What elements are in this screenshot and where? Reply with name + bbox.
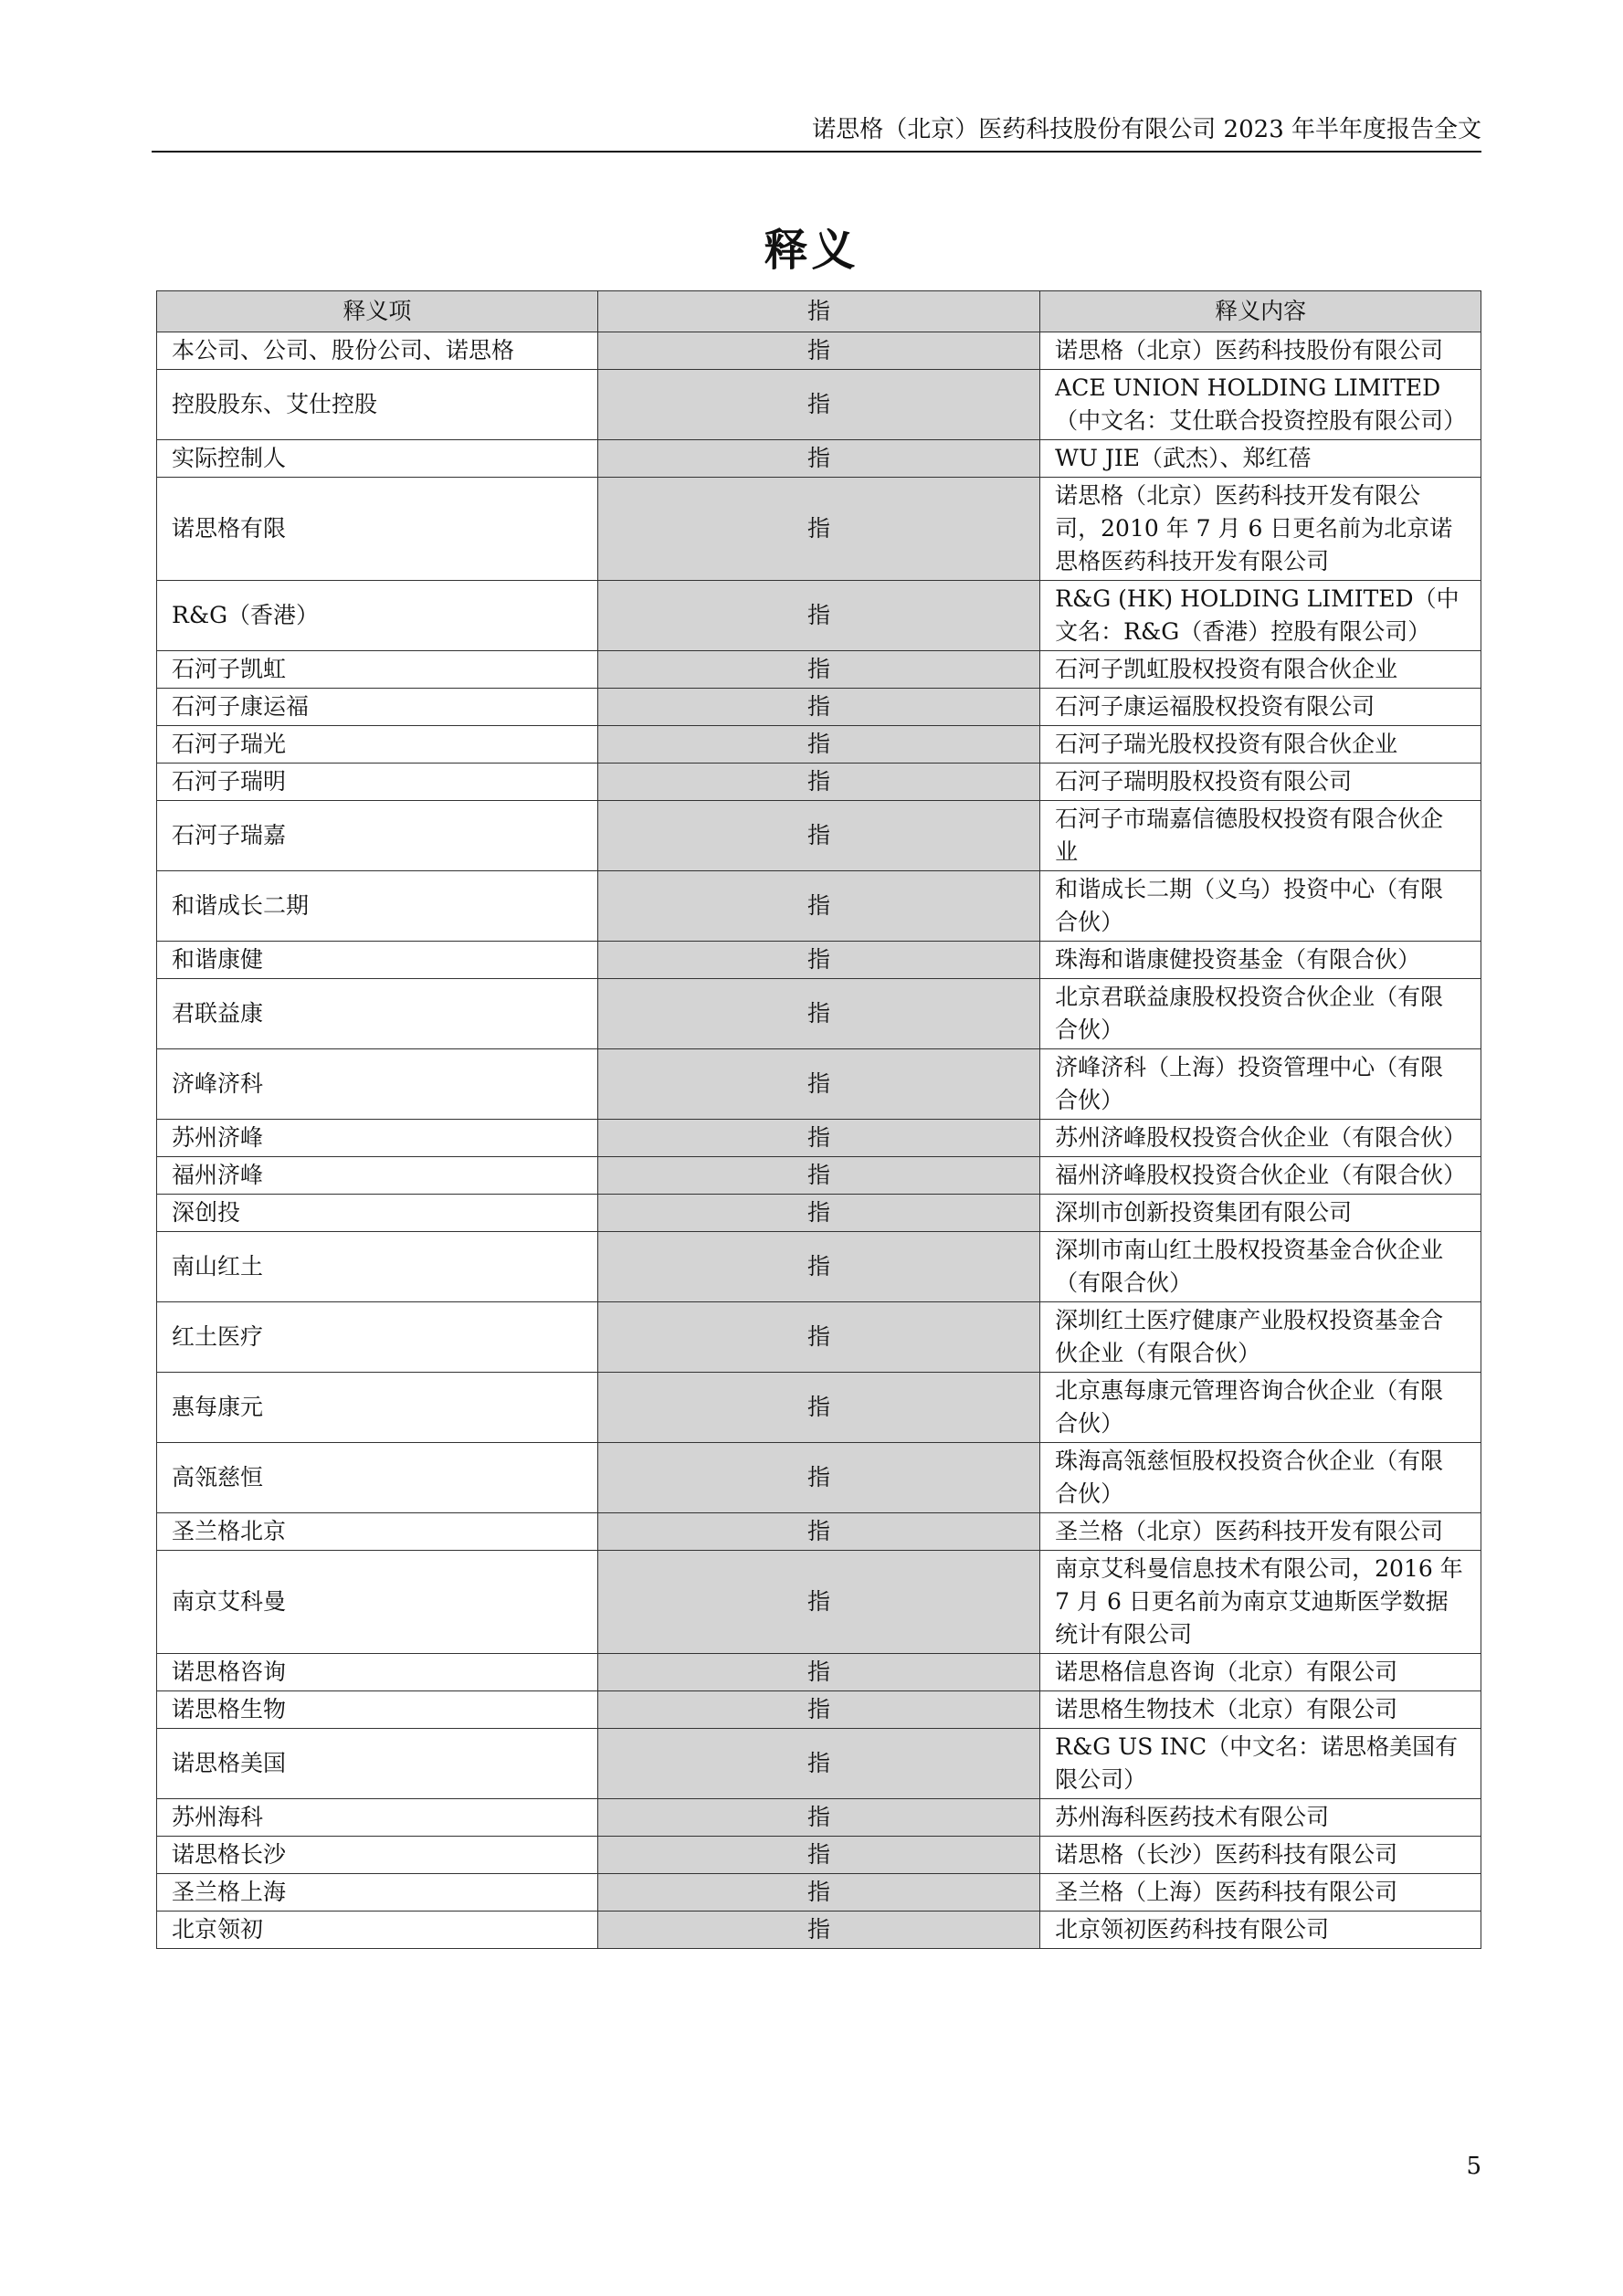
table-row <box>157 1837 1481 1874</box>
definition-ref: 指 <box>597 1302 1039 1373</box>
definition-ref: 指 <box>597 1912 1039 1949</box>
header-divider <box>152 151 1481 153</box>
definition-term: 圣兰格北京 <box>157 1513 598 1551</box>
table-row <box>157 1302 1481 1373</box>
definition-content: 珠海和谐康健投资基金（有限合伙） <box>1040 942 1481 979</box>
table-row <box>157 764 1481 801</box>
definition-content: R&G (HK) HOLDING LIMITED（中文名：R&G（香港）控股有限公司） <box>1040 581 1481 651</box>
definition-content: 石河子凯虹股权投资有限合伙企业 <box>1040 651 1481 689</box>
definition-content: 诺思格信息咨询（北京）有限公司 <box>1040 1654 1481 1691</box>
definition-ref: 指 <box>597 440 1039 478</box>
definition-term: 和谐成长二期 <box>157 871 598 942</box>
definition-ref: 指 <box>597 1232 1039 1302</box>
definition-content: 苏州济峰股权投资合伙企业（有限合伙） <box>1040 1120 1481 1157</box>
definition-content: 诺思格（长沙）医药科技有限公司 <box>1040 1837 1481 1874</box>
definition-ref: 指 <box>597 764 1039 801</box>
definition-term: 高瓴慈恒 <box>157 1443 598 1513</box>
page-title: 释义 <box>764 225 859 276</box>
table-row <box>157 726 1481 764</box>
table-row <box>157 651 1481 689</box>
definition-ref: 指 <box>597 1049 1039 1120</box>
definition-term: 南京艾科曼 <box>157 1551 598 1654</box>
definition-ref: 指 <box>597 801 1039 871</box>
table-row <box>157 370 1481 440</box>
definition-term: R&G（香港） <box>157 581 598 651</box>
table-row <box>157 1443 1481 1513</box>
definition-ref: 指 <box>597 689 1039 726</box>
definition-ref: 指 <box>597 1443 1039 1513</box>
table-row <box>157 801 1481 871</box>
definition-content: WU JIE（武杰）、郑红蓓 <box>1040 440 1481 478</box>
definition-ref: 指 <box>597 1837 1039 1874</box>
definition-ref: 指 <box>597 1799 1039 1837</box>
table-row <box>157 1157 1481 1195</box>
definition-ref: 指 <box>597 478 1039 581</box>
definition-ref: 指 <box>597 1691 1039 1729</box>
definition-content: 北京君联益康股权投资合伙企业（有限合伙） <box>1040 979 1481 1049</box>
table-row <box>157 1049 1481 1120</box>
table-row <box>157 1513 1481 1551</box>
definition-term: 诺思格美国 <box>157 1729 598 1799</box>
definitions-table <box>156 290 1481 1949</box>
table-row <box>157 1373 1481 1443</box>
table-row <box>157 979 1481 1049</box>
definition-ref: 指 <box>597 871 1039 942</box>
definition-term: 诺思格生物 <box>157 1691 598 1729</box>
definition-term: 诺思格咨询 <box>157 1654 598 1691</box>
definition-content: 济峰济科（上海）投资管理中心（有限合伙） <box>1040 1049 1481 1120</box>
table-header-row <box>157 291 1481 332</box>
definition-term: 深创投 <box>157 1195 598 1232</box>
definition-content: R&G US INC（中文名：诺思格美国有限公司） <box>1040 1729 1481 1799</box>
page-number: 5 <box>1466 2153 1481 2180</box>
table-row <box>157 1654 1481 1691</box>
definition-term: 石河子瑞光 <box>157 726 598 764</box>
definition-ref: 指 <box>597 1195 1039 1232</box>
definition-term: 南山红土 <box>157 1232 598 1302</box>
definition-term: 福州济峰 <box>157 1157 598 1195</box>
definition-content: 石河子康运福股权投资有限公司 <box>1040 689 1481 726</box>
table-row <box>157 1551 1481 1654</box>
definition-term: 诺思格有限 <box>157 478 598 581</box>
table-row <box>157 440 1481 478</box>
definition-ref: 指 <box>597 1513 1039 1551</box>
definition-term: 石河子瑞嘉 <box>157 801 598 871</box>
definition-ref: 指 <box>597 332 1039 370</box>
table-row <box>157 1912 1481 1949</box>
definition-ref: 指 <box>597 581 1039 651</box>
definition-content: 福州济峰股权投资合伙企业（有限合伙） <box>1040 1157 1481 1195</box>
definition-content: 深圳市南山红土股权投资基金合伙企业（有限合伙） <box>1040 1232 1481 1302</box>
definition-term: 济峰济科 <box>157 1049 598 1120</box>
definition-term: 和谐康健 <box>157 942 598 979</box>
definition-content: 南京艾科曼信息技术有限公司，2016 年 7 月 6 日更名前为南京艾迪斯医学数据统计有限公司 <box>1040 1551 1481 1654</box>
table-row <box>157 871 1481 942</box>
table-row <box>157 1874 1481 1912</box>
definition-ref: 指 <box>597 1729 1039 1799</box>
definition-content: 圣兰格（上海）医药科技有限公司 <box>1040 1874 1481 1912</box>
definition-term: 君联益康 <box>157 979 598 1049</box>
definition-term: 石河子瑞明 <box>157 764 598 801</box>
column-header-content: 释义内容 <box>1040 291 1481 332</box>
definition-content: 石河子市瑞嘉信德股权投资有限合伙企业 <box>1040 801 1481 871</box>
table-row <box>157 689 1481 726</box>
running-header: 诺思格（北京）医药科技股份有限公司 2023 年半年度报告全文 <box>812 116 1481 143</box>
definition-ref: 指 <box>597 726 1039 764</box>
definition-term: 圣兰格上海 <box>157 1874 598 1912</box>
table-row <box>157 1691 1481 1729</box>
definition-content: 深圳红土医疗健康产业股权投资基金合伙企业（有限合伙） <box>1040 1302 1481 1373</box>
table-row <box>157 1799 1481 1837</box>
definition-ref: 指 <box>597 1551 1039 1654</box>
definition-content: 圣兰格（北京）医药科技开发有限公司 <box>1040 1513 1481 1551</box>
definition-term: 实际控制人 <box>157 440 598 478</box>
definition-term: 北京领初 <box>157 1912 598 1949</box>
table-row <box>157 1232 1481 1302</box>
definition-content: 诺思格生物技术（北京）有限公司 <box>1040 1691 1481 1729</box>
definition-term: 诺思格长沙 <box>157 1837 598 1874</box>
table-row <box>157 1729 1481 1799</box>
definition-content: ACE UNION HOLDING LIMITED（中文名：艾仕联合投资控股有限公司） <box>1040 370 1481 440</box>
definition-term: 石河子凯虹 <box>157 651 598 689</box>
definition-content: 石河子瑞明股权投资有限公司 <box>1040 764 1481 801</box>
definition-content: 苏州海科医药技术有限公司 <box>1040 1799 1481 1837</box>
definition-term: 苏州济峰 <box>157 1120 598 1157</box>
table-body <box>157 332 1481 1949</box>
definition-content: 和谐成长二期（义乌）投资中心（有限合伙） <box>1040 871 1481 942</box>
definition-ref: 指 <box>597 1874 1039 1912</box>
definition-ref: 指 <box>597 979 1039 1049</box>
definition-content: 珠海高瓴慈恒股权投资合伙企业（有限合伙） <box>1040 1443 1481 1513</box>
definition-term: 控股股东、艾仕控股 <box>157 370 598 440</box>
definition-ref: 指 <box>597 1120 1039 1157</box>
definition-content: 北京领初医药科技有限公司 <box>1040 1912 1481 1949</box>
table-row <box>157 581 1481 651</box>
definition-content: 北京惠每康元管理咨询合伙企业（有限合伙） <box>1040 1373 1481 1443</box>
definition-term: 本公司、公司、股份公司、诺思格 <box>157 332 598 370</box>
definition-content: 深圳市创新投资集团有限公司 <box>1040 1195 1481 1232</box>
table-row <box>157 1195 1481 1232</box>
definition-term: 苏州海科 <box>157 1799 598 1837</box>
definition-term: 石河子康运福 <box>157 689 598 726</box>
definition-content: 诺思格（北京）医药科技股份有限公司 <box>1040 332 1481 370</box>
definition-ref: 指 <box>597 651 1039 689</box>
column-header-term: 释义项 <box>157 291 598 332</box>
table-row <box>157 942 1481 979</box>
table-row <box>157 478 1481 581</box>
definition-ref: 指 <box>597 1373 1039 1443</box>
column-header-ref: 指 <box>597 291 1039 332</box>
definition-content: 诺思格（北京）医药科技开发有限公司，2010 年 7 月 6 日更名前为北京诺思格医药科技开发有限公司 <box>1040 478 1481 581</box>
table-row <box>157 1120 1481 1157</box>
definition-term: 红土医疗 <box>157 1302 598 1373</box>
definition-content: 石河子瑞光股权投资有限合伙企业 <box>1040 726 1481 764</box>
definition-ref: 指 <box>597 942 1039 979</box>
definition-ref: 指 <box>597 1157 1039 1195</box>
definition-term: 惠每康元 <box>157 1373 598 1443</box>
definition-ref: 指 <box>597 1654 1039 1691</box>
definition-ref: 指 <box>597 370 1039 440</box>
table-row <box>157 332 1481 370</box>
